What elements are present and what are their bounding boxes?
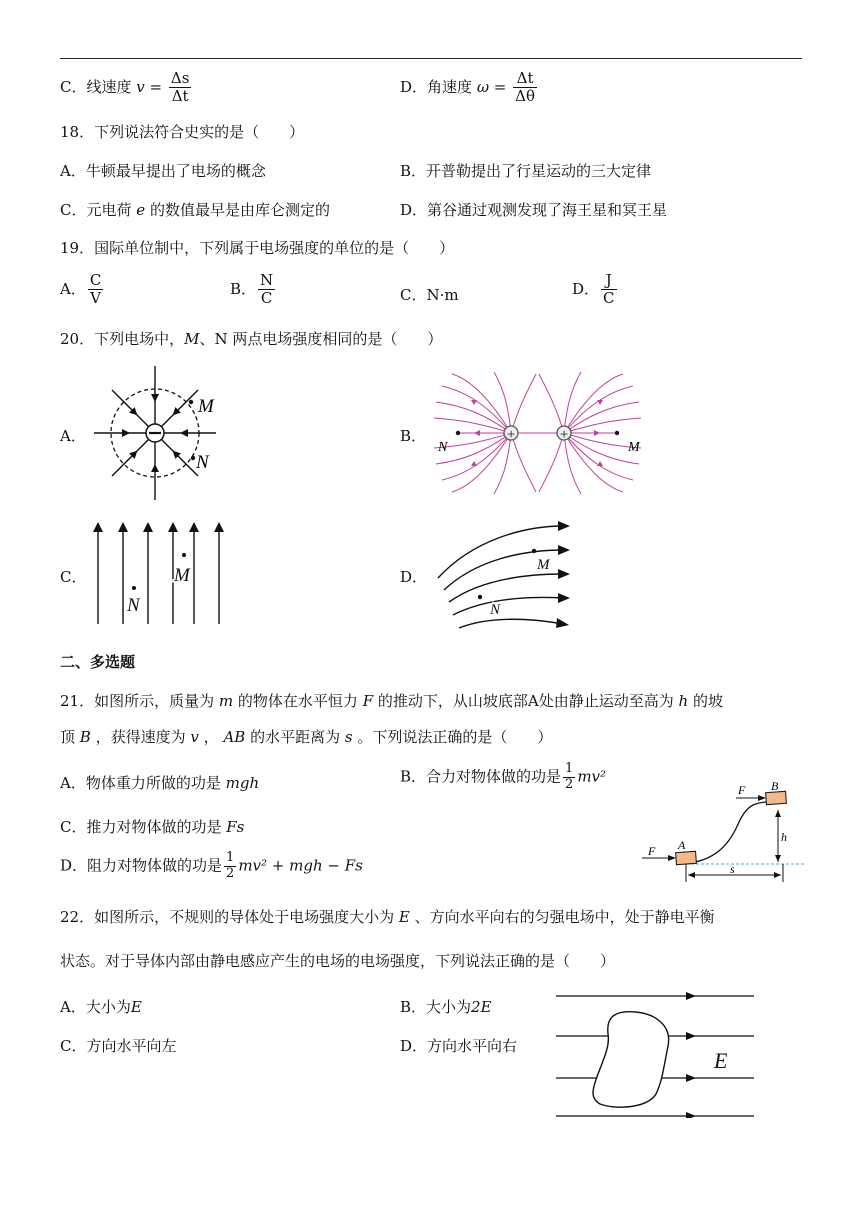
q20-b-label-n: N	[438, 440, 448, 455]
q21-option-d[interactable]: D．阻力对物体做的功是 $\frac{1}{2}$ mv² + mgh − Fs	[60, 850, 363, 881]
q21-fig-s: s	[730, 862, 735, 876]
q20-option-c-label[interactable]: C．	[60, 568, 87, 586]
section-title-multiple-choice: 二、多选题	[60, 653, 136, 671]
svg-text:+: +	[559, 427, 569, 441]
q20-stem: 20．下列电场中，M、N 两点电场强度相同的是（ ）	[60, 330, 443, 348]
q22-option-a[interactable]: A．大小为E	[60, 998, 142, 1016]
q22-conductor-field-figure	[556, 986, 756, 1118]
q20-d-curved-field-figure	[432, 516, 578, 634]
q18-option-d[interactable]: D．第谷通过观测发现了海王星和冥王星	[400, 201, 668, 219]
q18-option-a[interactable]: A．牛顿最早提出了电场的概念	[60, 162, 266, 180]
q20-option-b-label[interactable]: B．	[400, 427, 427, 445]
q22-option-d[interactable]: D．方向水平向右	[400, 1037, 518, 1055]
q22-fig-e: E	[714, 1048, 728, 1073]
q22-stem-line2: 状态。对于导体内部由静电感应产生的电场的电场强度，下列说法正确的是（ ）	[60, 952, 616, 970]
q20-c-label-n: N	[127, 595, 140, 616]
q21-fig-f-top: F	[738, 783, 746, 797]
q20-d-label-n: N	[490, 602, 501, 618]
q20-c-label-m: M	[174, 565, 190, 586]
q21-slope-figure	[640, 778, 805, 884]
q18-option-c[interactable]: C．元电荷 e 的数值最早是由库仑测定的	[60, 201, 330, 219]
q18-stem: 18．下列说法符合史实的是（ ）	[60, 123, 305, 141]
q21-stem-line1: 21．如图所示，质量为 m 的物体在水平恒力 F 的推动下，从山坡底部A处由静止运动至高为 h 的坡	[60, 692, 723, 710]
q21-fig-b: B	[771, 779, 779, 793]
q17-option-d[interactable]: D．角速度 ω = $\frac{\Delta t}{\Delta\theta}$	[400, 69, 536, 106]
q20-a-point-charge-figure	[92, 362, 227, 504]
q21-option-c[interactable]: C．推力对物体做的功是 Fs	[60, 818, 245, 836]
q20-a-label-m: M	[198, 396, 214, 417]
q22-stem-line1: 22．如图所示，不规则的导体处于电场强度大小为 E 、方向水平向右的匀强电场中，处于静电平衡	[60, 908, 715, 926]
svg-text:+: +	[506, 427, 516, 441]
q22-option-b[interactable]: B．大小为2E	[400, 998, 492, 1016]
q18-option-b[interactable]: B．开普勒提出了行星运动的三大定律	[400, 162, 652, 180]
q20-c-uniform-field-figure	[90, 520, 225, 628]
q19-option-a[interactable]: A． $\frac{C}{V}$	[60, 271, 102, 308]
q21-stem-line2: 顶 B ，获得速度为 v ， AB 的水平距离为 s 。下列说法正确的是（ ）	[60, 728, 553, 746]
q20-option-a-label[interactable]: A．	[60, 427, 86, 445]
q20-b-label-m: M	[628, 440, 640, 455]
q21-option-b[interactable]: B．合力对物体做的功是 $\frac{1}{2}$ mv²	[400, 761, 607, 792]
header-rule	[60, 58, 802, 59]
q20-option-d-label[interactable]: D．	[400, 568, 428, 586]
q21-option-a[interactable]: A．物体重力所做的功是 mgh	[60, 774, 260, 792]
q20-d-label-m: M	[537, 557, 550, 573]
q19-option-c[interactable]: C．N·m	[400, 286, 459, 304]
q17-option-c[interactable]: C．线速度 v = $\frac{\Delta s}{\Delta t}$	[60, 69, 190, 106]
q19-option-d[interactable]: D． $\frac{J}{C}$	[572, 271, 615, 308]
q19-option-b[interactable]: B． $\frac{N}{C}$	[230, 271, 274, 308]
q21-fig-a: A	[678, 838, 686, 852]
q20-a-label-n: N	[196, 452, 209, 473]
q20-b-two-charge-figure	[432, 372, 648, 498]
q17-c-fraction: $\frac{\Delta s}{\Delta t}$	[170, 69, 190, 106]
q21-fig-f-bottom: F	[648, 844, 656, 858]
q17-d-fraction: $\frac{\Delta t}{\Delta\theta}$	[515, 69, 536, 106]
q19-stem: 19．国际单位制中，下列属于电场强度的单位的是（ ）	[60, 239, 455, 257]
q22-option-c[interactable]: C．方向水平向左	[60, 1037, 177, 1055]
q21-fig-h: h	[781, 830, 787, 844]
